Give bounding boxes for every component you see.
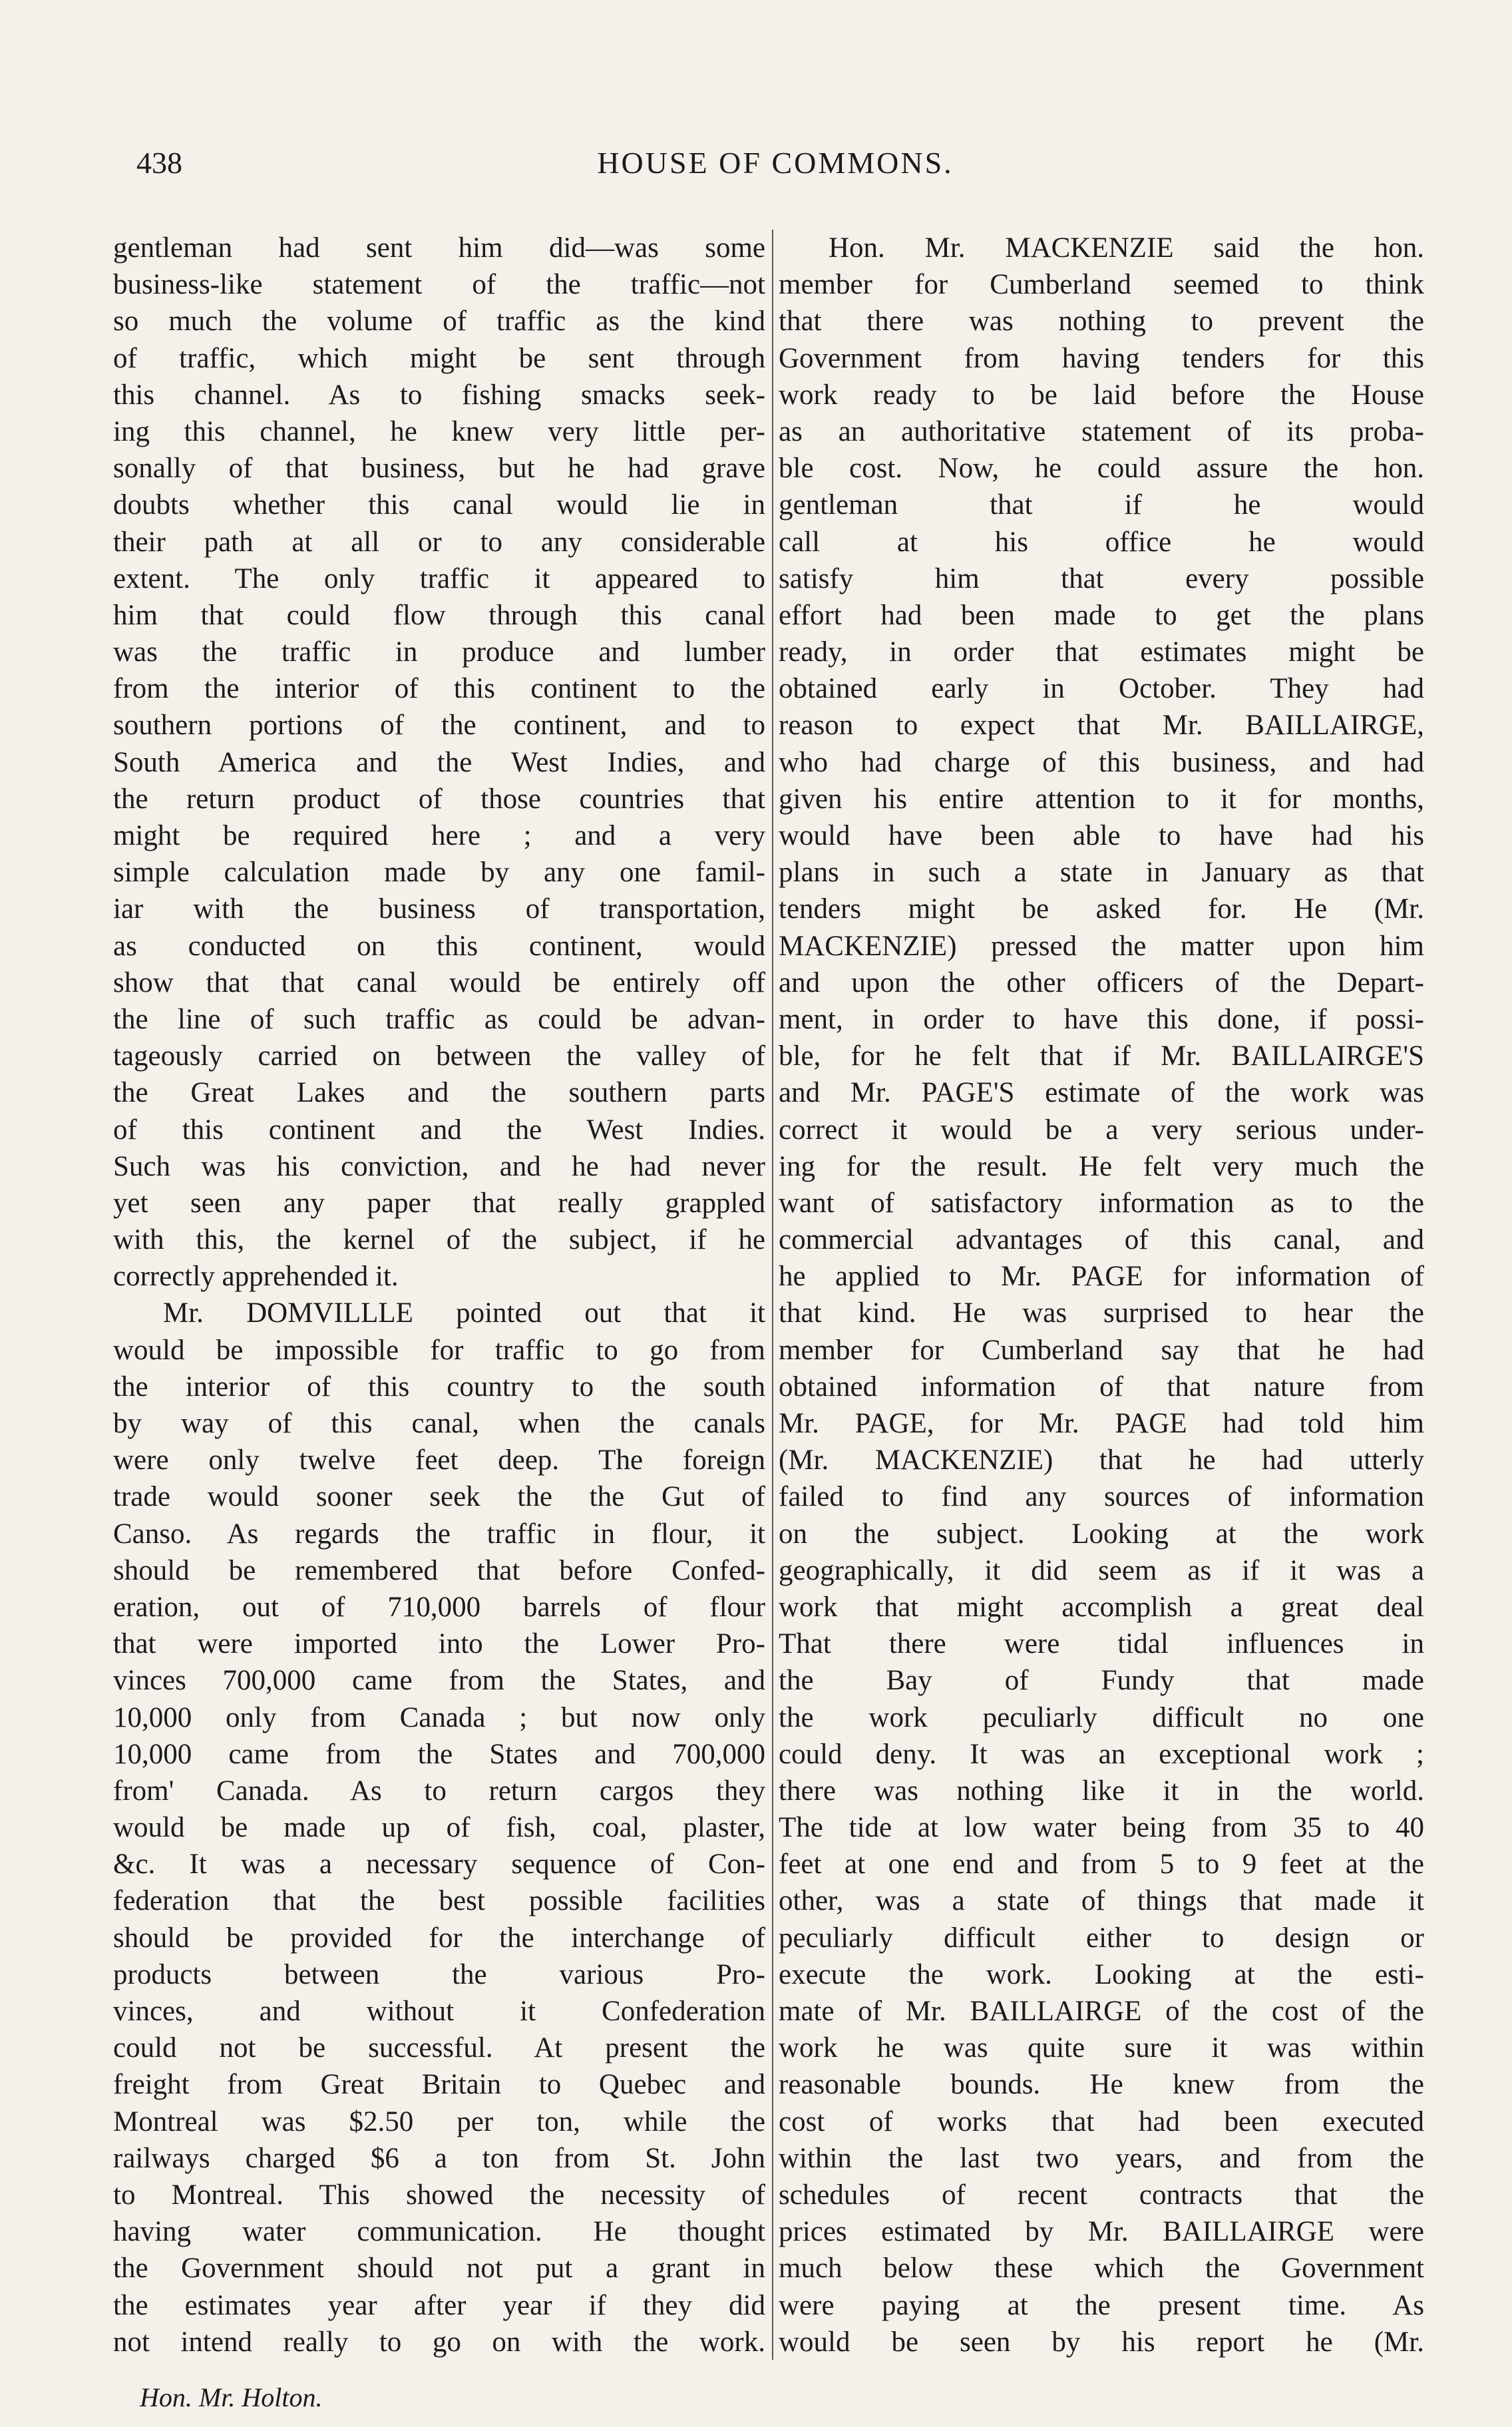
text-line: the Great Lakes and the southern parts: [113, 1077, 765, 1109]
text-line: That there were tidal influences in: [779, 1628, 1424, 1660]
text-line: the Bay of Fundy that made: [779, 1665, 1424, 1697]
text-line: railways charged $6 a ton from St. John: [113, 2142, 765, 2174]
text-line: him that could flow through this canal: [113, 599, 765, 631]
page-header: [136, 145, 1414, 192]
text-line: iar with the business of transportation,: [113, 893, 765, 925]
text-line: on the subject. Looking at the work: [779, 1518, 1424, 1550]
text-line: plans in such a state in January as that: [779, 857, 1424, 889]
text-line: obtained information of that nature from: [779, 1371, 1424, 1403]
text-line: that were imported into the Lower Pro-: [113, 1628, 765, 1660]
text-line: of traffic, which might be sent through: [113, 342, 765, 374]
text-line: not intend really to go on with the work.: [113, 2326, 765, 2358]
text-line: business-like statement of the traffic—not: [113, 269, 765, 301]
text-line: to Montreal. This showed the necessity of: [113, 2179, 765, 2211]
text-line: as conducted on this continent, would: [113, 930, 765, 962]
text-line: might be required here ; and a very: [113, 820, 765, 851]
text-line: work he was quite sure it was within: [779, 2032, 1424, 2064]
text-line: their path at all or to any considerable: [113, 526, 765, 558]
text-line: much below these which the Government: [779, 2253, 1424, 2285]
text-line: should be remembered that before Confed-: [113, 1554, 765, 1586]
text-line: failed to find any sources of information: [779, 1481, 1424, 1513]
text-line: member for Cumberland seemed to think: [779, 269, 1424, 301]
right-column: [779, 230, 1424, 2360]
text-line: ready, in order that estimates might be: [779, 636, 1424, 668]
text-line: Such was his conviction, and he had never: [113, 1150, 765, 1182]
text-line: and Mr. PAGE'S estimate of the work was: [779, 1077, 1424, 1109]
page-number: 438: [136, 146, 182, 180]
text-line: and upon the other officers of the Depart-: [779, 967, 1424, 998]
text-line: he applied to Mr. PAGE for information of: [779, 1261, 1424, 1293]
text-line: execute the work. Looking at the esti-: [779, 1958, 1424, 1990]
text-line: ble, for he felt that if Mr. BAILLAIRGE'S: [779, 1040, 1424, 1072]
text-line: Mr. DOMVILLLE pointed out that it: [163, 1297, 765, 1329]
text-line: the Government should not put a grant in: [113, 2253, 765, 2285]
text-line: gentleman that if he would: [779, 489, 1424, 521]
text-line: 10,000 only from Canada ; but now only: [113, 1701, 765, 1733]
text-line: this channel. As to fishing smacks seek-: [113, 379, 765, 411]
text-line: correctly apprehended it.: [113, 1261, 399, 1293]
text-line: from' Canada. As to return cargos they: [113, 1775, 765, 1807]
text-line: so much the volume of traffic as the kind: [113, 306, 765, 337]
text-line: Hon. Mr. MACKENZIE said the hon.: [829, 232, 1424, 264]
running-title: HOUSE OF COMMONS.: [597, 146, 954, 180]
text-line: mate of Mr. BAILLAIRGE of the cost of the: [779, 1996, 1424, 2027]
text-line: could deny. It was an exceptional work ;: [779, 1738, 1424, 1770]
text-line: The tide at low water being from 35 to 40: [779, 1812, 1424, 1844]
footer-catchword: Hon. Mr. Holton.: [140, 2382, 323, 2412]
text-line: 10,000 came from the States and 700,000: [113, 1738, 765, 1770]
text-line: with this, the kernel of the subject, if he: [113, 1224, 765, 1256]
text-line: the line of such traffic as could be advan-: [113, 1003, 765, 1035]
left-column: [113, 230, 765, 2360]
text-line: feet at one end and from 5 to 9 feet at the: [779, 1849, 1424, 1880]
text-line: who had charge of this business, and had: [779, 746, 1424, 778]
text-line: was the traffic in produce and lumber: [113, 636, 765, 668]
text-line: products between the various Pro-: [113, 1958, 765, 1990]
text-line: extent. The only traffic it appeared to: [113, 562, 765, 594]
text-line: would be impossible for traffic to go from: [113, 1334, 765, 1366]
text-line: there was nothing like it in the world.: [779, 1775, 1424, 1807]
text-line: doubts whether this canal would lie in: [113, 489, 765, 521]
text-line: geographically, it did seem as if it was a: [779, 1554, 1424, 1586]
text-line: want of satisfactory information as to the: [779, 1187, 1424, 1219]
text-line: show that that canal would be entirely off: [113, 967, 765, 998]
text-line: eration, out of 710,000 barrels of flour: [113, 1591, 765, 1623]
text-line: having water communication. He thought: [113, 2216, 765, 2248]
text-line: vinces 700,000 came from the States, and: [113, 1665, 765, 1697]
text-line: that kind. He was surprised to hear the: [779, 1297, 1424, 1329]
text-line: freight from Great Britain to Quebec and: [113, 2069, 765, 2101]
text-line: ment, in order to have this done, if possi-: [779, 1003, 1424, 1035]
text-line: (Mr. MACKENZIE) that he had utterly: [779, 1444, 1424, 1476]
text-line: simple calculation made by any one famil-: [113, 857, 765, 889]
text-line: Montreal was $2.50 per ton, while the: [113, 2105, 765, 2137]
text-line: that there was nothing to prevent the: [779, 306, 1424, 337]
text-line: southern portions of the continent, and to: [113, 710, 765, 742]
text-line: given his entire attention to it for months,: [779, 783, 1424, 815]
text-line: ing this channel, he knew very little per-: [113, 415, 765, 447]
text-line: were paying at the present time. As: [779, 2289, 1424, 2321]
text-line: work ready to be laid before the House: [779, 379, 1424, 411]
text-line: cost of works that had been executed: [779, 2105, 1424, 2137]
text-line: satisfy him that every possible: [779, 562, 1424, 594]
text-line: vinces, and without it Confederation: [113, 1996, 765, 2027]
text-line: effort had been made to get the plans: [779, 599, 1424, 631]
text-line: ing for the result. He felt very much the: [779, 1150, 1424, 1182]
text-line: Government from having tenders for this: [779, 342, 1424, 374]
text-line: Canso. As regards the traffic in flour, it: [113, 1518, 765, 1550]
text-line: reasonable bounds. He knew from the: [779, 2069, 1424, 2101]
text-line: would be seen by his report he (Mr.: [779, 2326, 1424, 2358]
text-line: South America and the West Indies, and: [113, 746, 765, 778]
text-line: commercial advantages of this canal, and: [779, 1224, 1424, 1256]
text-line: tageously carried on between the valley of: [113, 1040, 765, 1072]
text-line: within the last two years, and from the: [779, 2142, 1424, 2174]
text-line: should be provided for the interchange of: [113, 1922, 765, 1954]
text-line: would be made up of fish, coal, plaster,: [113, 1812, 765, 1844]
text-line: Mr. PAGE, for Mr. PAGE had told him: [779, 1408, 1424, 1439]
text-line: yet seen any paper that really grappled: [113, 1187, 765, 1219]
text-line: of this continent and the West Indies.: [113, 1114, 765, 1146]
text-line: the work peculiarly difficult no one: [779, 1701, 1424, 1733]
text-line: reason to expect that Mr. BAILLAIRGE,: [779, 710, 1424, 742]
text-line: peculiarly difficult either to design or: [779, 1922, 1424, 1954]
text-line: trade would sooner seek the the Gut of: [113, 1481, 765, 1513]
text-line: call at his office he would: [779, 526, 1424, 558]
text-line: correct it would be a very serious under-: [779, 1114, 1424, 1146]
text-line: obtained early in October. They had: [779, 673, 1424, 705]
text-line: would have been able to have had his: [779, 820, 1424, 851]
column-divider: [772, 230, 773, 2360]
text-line: member for Cumberland say that he had: [779, 1334, 1424, 1366]
text-line: ble cost. Now, he could assure the hon.: [779, 453, 1424, 485]
text-line: work that might accomplish a great deal: [779, 1591, 1424, 1623]
text-line: as an authoritative statement of its proba-: [779, 415, 1424, 447]
text-line: the return product of those countries that: [113, 783, 765, 815]
text-line: &c. It was a necessary sequence of Con-: [113, 1849, 765, 1880]
text-line: MACKENZIE) pressed the matter upon him: [779, 930, 1424, 962]
text-line: tenders might be asked for. He (Mr.: [779, 893, 1424, 925]
text-line: from the interior of this continent to the: [113, 673, 765, 705]
text-line: the interior of this country to the south: [113, 1371, 765, 1403]
text-line: other, was a state of things that made it: [779, 1885, 1424, 1917]
text-line: schedules of recent contracts that the: [779, 2179, 1424, 2211]
text-line: gentleman had sent him did—was some: [113, 232, 765, 264]
text-line: were only twelve feet deep. The foreign: [113, 1444, 765, 1476]
text-line: prices estimated by Mr. BAILLAIRGE were: [779, 2216, 1424, 2248]
text-line: federation that the best possible facilities: [113, 1885, 765, 1917]
text-line: sonally of that business, but he had grave: [113, 453, 765, 485]
text-line: by way of this canal, when the canals: [113, 1408, 765, 1439]
text-line: could not be successful. At present the: [113, 2032, 765, 2064]
text-line: the estimates year after year if they did: [113, 2289, 765, 2321]
